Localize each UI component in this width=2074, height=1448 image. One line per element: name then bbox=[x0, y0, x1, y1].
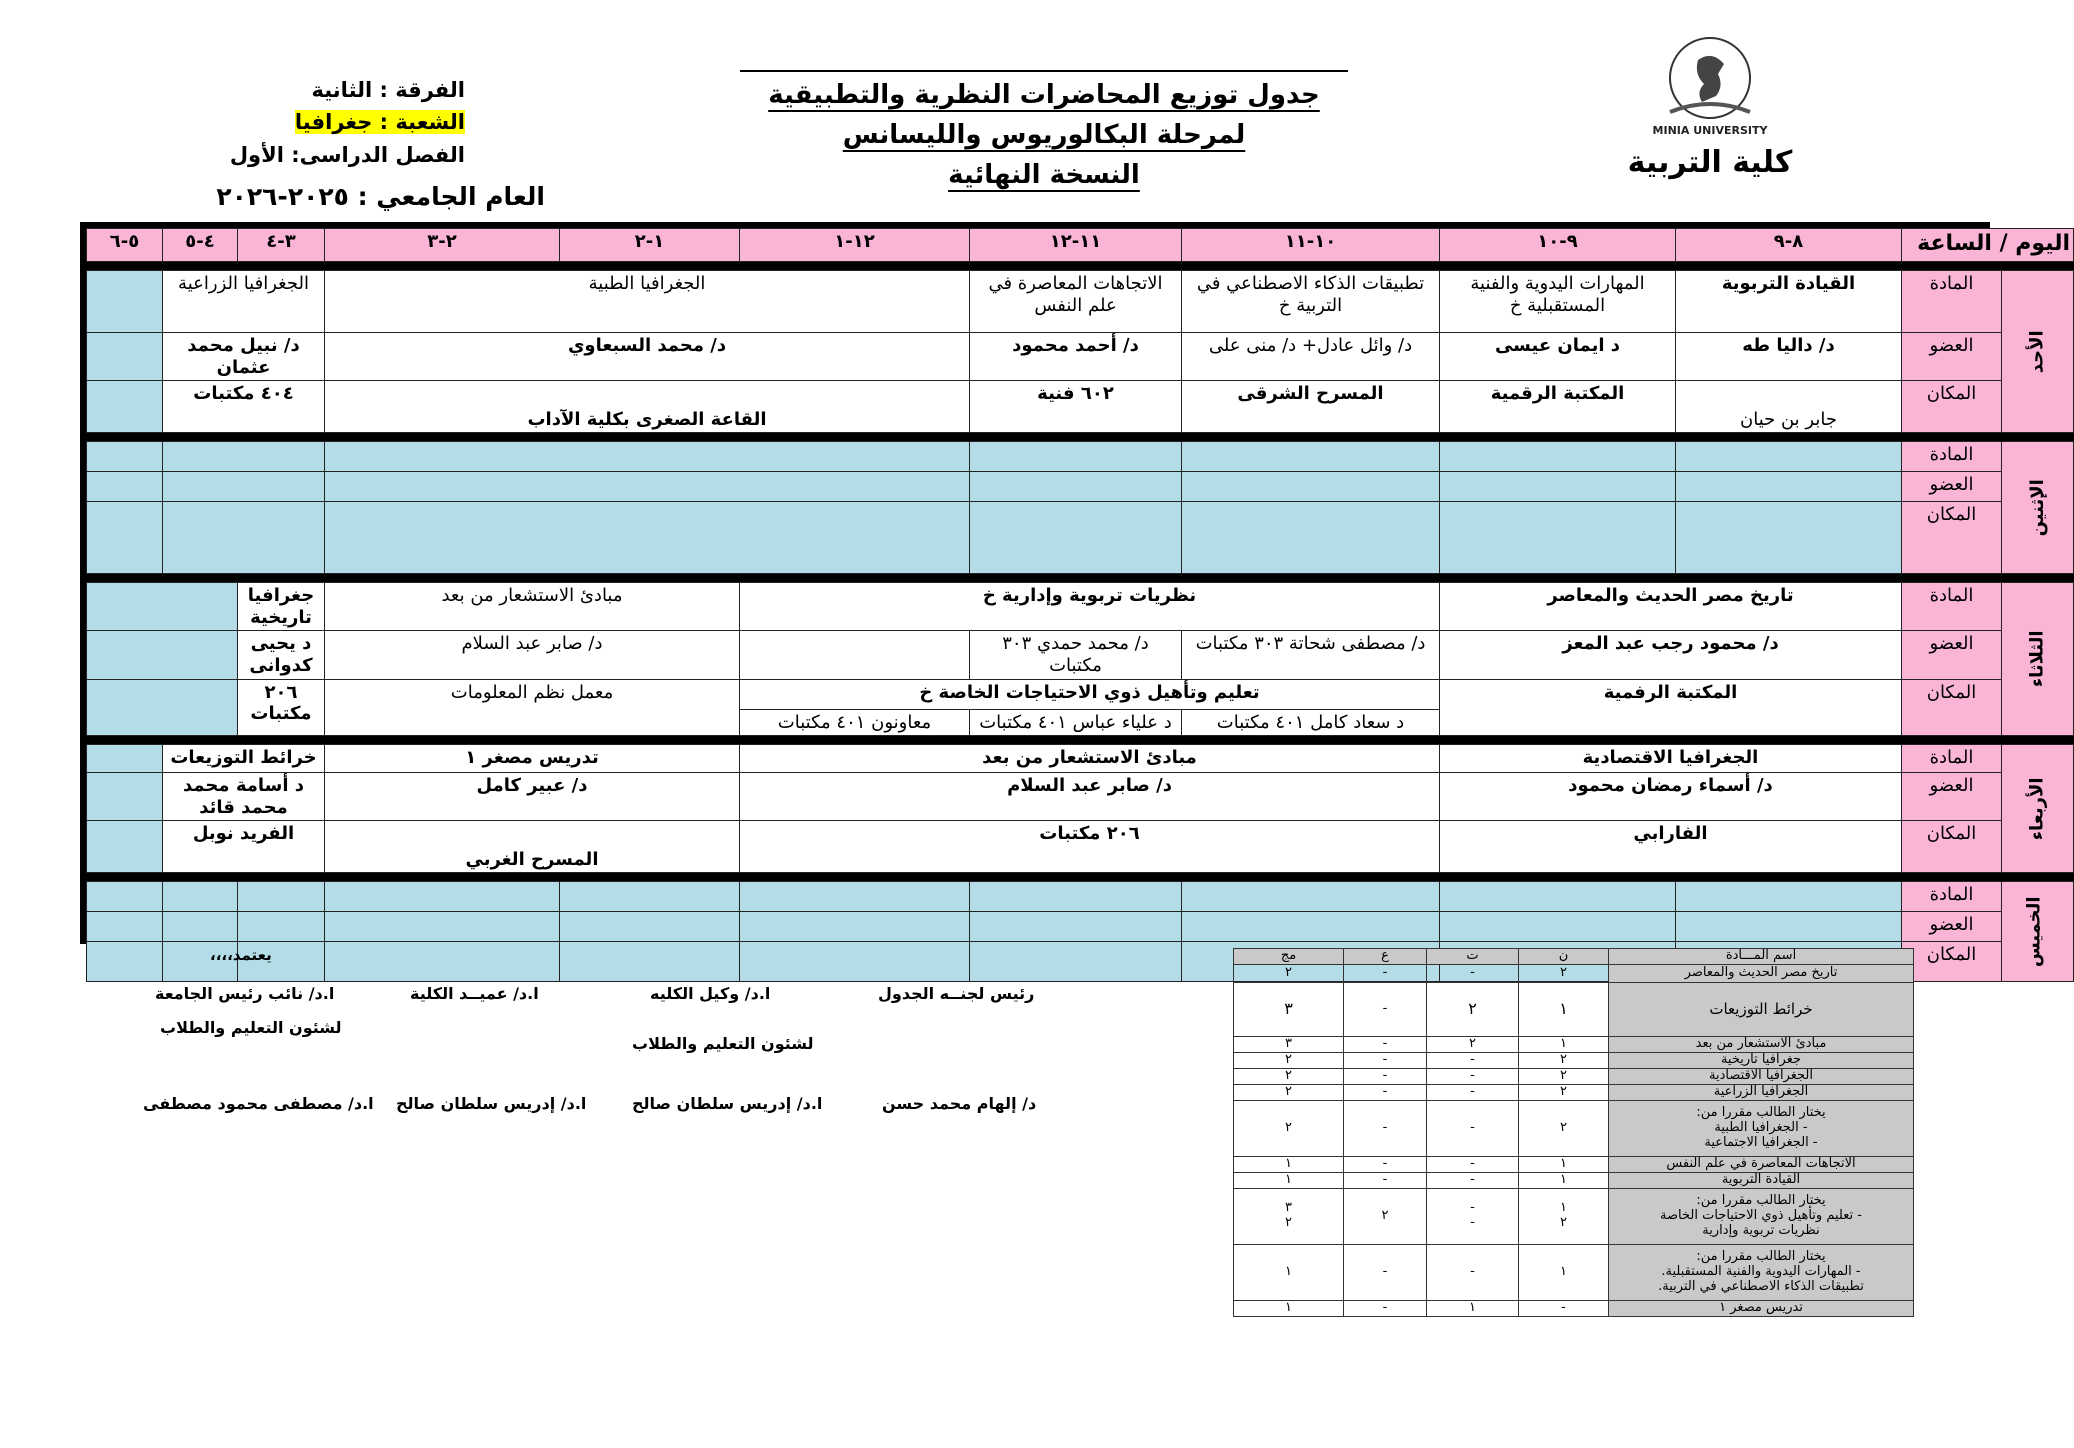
credit-header-row bbox=[1234, 949, 1914, 965]
empty-slot bbox=[87, 631, 238, 679]
cell-member: د/ عبير كامل bbox=[325, 773, 740, 821]
course-line: - المهارات اليدوية والفنية المستقبلية. bbox=[1661, 1263, 1861, 1279]
day-thursday: الخميس bbox=[2002, 882, 2074, 982]
empty-slot bbox=[1182, 472, 1440, 502]
credit-row bbox=[1234, 1172, 1914, 1188]
slot-5-6: ٥-٦ bbox=[87, 229, 163, 262]
credit-value: - bbox=[1519, 1300, 1609, 1316]
row-label-place: المكان bbox=[1902, 942, 2002, 982]
corner-label: اليوم / الساعة bbox=[1902, 229, 2074, 262]
credit-row bbox=[1234, 1300, 1914, 1316]
cell-place: المكتبة الرقمية bbox=[1440, 381, 1676, 433]
slot-3-4: ٣-٤ bbox=[238, 229, 325, 262]
slot-9-10: ٩-١٠ bbox=[1440, 229, 1676, 262]
cell-subject: نظريات تربوية وإدارية خ bbox=[740, 583, 1440, 631]
academic-year: العام الجامعي : ٢٠٢٥-٢٠٢٦ bbox=[216, 182, 545, 211]
slot-2-3: ٢-٣ bbox=[325, 229, 560, 262]
credit-value: ٢ bbox=[1519, 1052, 1609, 1068]
sig-title-dean: ا.د/ عميــد الكلية bbox=[410, 984, 539, 1003]
credit-value: - bbox=[1427, 1052, 1519, 1068]
slot-12-1: ١٢-١ bbox=[740, 229, 970, 262]
course-name: تاريخ مصر الحديث والمعاصر bbox=[1609, 964, 1914, 982]
thursday-subject-row bbox=[87, 882, 2074, 912]
credit-value: - bbox=[1344, 1300, 1427, 1316]
empty-slot bbox=[325, 912, 560, 942]
credit-value: - bbox=[1427, 1172, 1519, 1188]
time-header-row bbox=[87, 229, 2074, 262]
credit-value: ٣ ٢ bbox=[1234, 1188, 1344, 1244]
title-line-2: لمرحلة البكالوريوس والليسانس bbox=[842, 120, 1246, 150]
cell-member: د/ أحمد محمود bbox=[970, 333, 1182, 381]
row-label-subject: المادة bbox=[1902, 442, 2002, 472]
cell-subject: خرائط التوزيعات bbox=[163, 745, 325, 773]
tuesday-place-row bbox=[87, 679, 2074, 709]
credit-value: ٢ bbox=[1234, 1068, 1344, 1084]
row-label-subject: المادة bbox=[1902, 745, 2002, 773]
cell-member: د/ مصطفى شحاتة ٣٠٣ مكتبات bbox=[1182, 631, 1440, 679]
cell-member: د يحيى كدوانى bbox=[238, 631, 325, 679]
cell-place: المسرح الشرقى bbox=[1182, 381, 1440, 433]
course-line: - تعليم وتأهيل ذوي الاحتياجات الخاصة bbox=[1660, 1207, 1862, 1223]
row-label-place: المكان bbox=[1902, 502, 2002, 574]
sig-name-vice-dean: ا.د/ إدريس سلطان صالح bbox=[632, 1094, 823, 1113]
semester: الفصل الدراسى: الأول bbox=[229, 143, 465, 167]
empty-slot bbox=[325, 882, 560, 912]
empty-slot bbox=[970, 502, 1182, 574]
credit-value: - bbox=[1344, 964, 1427, 982]
slot-10-11: ١٠-١١ bbox=[1182, 229, 1440, 262]
credit-value: ٢ bbox=[1519, 1084, 1609, 1100]
credit-value: ١ bbox=[1234, 1172, 1344, 1188]
empty-slot bbox=[163, 912, 238, 942]
empty-slot bbox=[87, 679, 238, 736]
slot-8-9: ٨-٩ bbox=[1676, 229, 1902, 262]
cell-subject: جغرافيا تاريخية bbox=[238, 583, 325, 631]
faculty-name: كلية التربية bbox=[1627, 145, 1793, 180]
empty-slot bbox=[560, 882, 740, 912]
credit-row bbox=[1234, 982, 1914, 1036]
credit-row bbox=[1234, 964, 1914, 982]
cell-subject: مبادئ الاستشعار من بعد bbox=[325, 583, 740, 631]
day-monday: الإثنين bbox=[2002, 442, 2074, 574]
cell-member: د/ وائل عادل+ د/ منى على bbox=[1182, 333, 1440, 381]
empty-slot bbox=[1676, 442, 1902, 472]
credit-value: - bbox=[1427, 1244, 1519, 1300]
sig-title-committee: رئيس لجنــه الجدول bbox=[878, 984, 1035, 1003]
cell-member: د/ أسماء رمضان محمود bbox=[1440, 773, 1902, 821]
empty-slot bbox=[1182, 912, 1440, 942]
row-label-subject: المادة bbox=[1902, 882, 2002, 912]
day-wednesday: الأربعاء bbox=[2002, 745, 2074, 873]
empty-slot bbox=[1440, 912, 1676, 942]
university-logo bbox=[1640, 30, 1780, 150]
empty-slot bbox=[325, 442, 970, 472]
credit-value: ١ bbox=[1519, 1156, 1609, 1172]
svg-text:MINIA UNIVERSITY: MINIA UNIVERSITY bbox=[1652, 124, 1768, 137]
credit-value: ١ ٢ bbox=[1519, 1188, 1609, 1244]
credit-value: ١ bbox=[1519, 1036, 1609, 1052]
credit-value: - bbox=[1344, 1036, 1427, 1052]
cell-place: معمل نظم المعلومات bbox=[325, 679, 740, 736]
sig-title-vice-dean: ا.د/ وكيل الكليه bbox=[650, 984, 771, 1003]
thursday-member-row bbox=[87, 912, 2074, 942]
course-name: خرائط التوزيعات bbox=[1609, 982, 1914, 1036]
course-name bbox=[1609, 1188, 1914, 1244]
row-label-member: العضو bbox=[1902, 333, 2002, 381]
course-name: الجغرافيا الزراعية bbox=[1609, 1084, 1914, 1100]
empty-slot bbox=[238, 912, 325, 942]
cell-place: الفارابي bbox=[1440, 821, 1902, 873]
cell-member: د/ صابر عبد السلام bbox=[325, 631, 740, 679]
day-tuesday: الثلاثاء bbox=[2002, 583, 2074, 736]
credit-value: ١ bbox=[1519, 982, 1609, 1036]
credit-value: - bbox=[1427, 1068, 1519, 1084]
credit-value: ٢ bbox=[1519, 1068, 1609, 1084]
empty-slot bbox=[970, 472, 1182, 502]
cell-place: المكتبة الرفمية bbox=[1440, 679, 1902, 736]
header-theory: ن bbox=[1519, 949, 1609, 965]
cell-place: ٢٠٦ مكتبات bbox=[740, 821, 1440, 873]
empty-slot bbox=[87, 912, 163, 942]
empty-slot bbox=[325, 502, 970, 574]
sig-name-vice-president: ا.د/ مصطفى محمود مصطفى bbox=[143, 1094, 374, 1113]
schedule-table bbox=[86, 228, 2074, 982]
wednesday-subject-row bbox=[87, 745, 2074, 773]
day-sunday: الأحد bbox=[2002, 271, 2074, 433]
empty-slot bbox=[1182, 442, 1440, 472]
cell-group: د علياء عباس ٤٠١ مكتبات bbox=[970, 709, 1182, 736]
empty-slot bbox=[163, 882, 238, 912]
credit-value: - - bbox=[1427, 1188, 1519, 1244]
credit-row bbox=[1234, 1100, 1914, 1156]
cell-member: د/ محمد السبعاوي bbox=[325, 333, 970, 381]
header-course: اسم المـــادة bbox=[1609, 949, 1914, 965]
credit-value: - bbox=[1344, 1068, 1427, 1084]
tuesday-subject-row bbox=[87, 583, 2074, 631]
year-level: الفرقة : الثانية bbox=[311, 78, 465, 102]
cell-group: معاونون ٤٠١ مكتبات bbox=[740, 709, 970, 736]
cell-subject: تدريس مصغر ١ bbox=[325, 745, 740, 773]
credit-value: - bbox=[1344, 1172, 1427, 1188]
row-label-subject: المادة bbox=[1902, 271, 2002, 333]
empty-slot bbox=[1676, 912, 1902, 942]
empty-cell bbox=[740, 631, 970, 679]
empty-slot bbox=[87, 472, 163, 502]
credit-value: ٢ bbox=[1234, 1100, 1344, 1156]
credit-row bbox=[1234, 1156, 1914, 1172]
cell-subject: القيادة التربوية bbox=[1676, 271, 1902, 333]
cell-member: د/ محمود رجب عبد المعز bbox=[1440, 631, 1902, 679]
credit-value: - bbox=[1427, 964, 1519, 982]
cell-member: د/ داليا طه bbox=[1676, 333, 1902, 381]
cell-subject: مبادئ الاستشعار من بعد bbox=[740, 745, 1440, 773]
cell-place: ٢٠٦ مكتبات bbox=[238, 679, 325, 736]
row-label-member: العضو bbox=[1902, 773, 2002, 821]
top-divider bbox=[740, 70, 1348, 72]
cell-member: د أسامة محمد محمد قائد bbox=[163, 773, 325, 821]
credit-value: ٢ bbox=[1427, 982, 1519, 1036]
credit-row bbox=[1234, 1052, 1914, 1068]
slot-4-5: ٤-٥ bbox=[163, 229, 238, 262]
empty-slot bbox=[325, 942, 560, 982]
sunday-place-row bbox=[87, 381, 2074, 433]
cell-subject: الجغرافيا الزراعية bbox=[163, 271, 325, 333]
approval-label: يعتمد،،،، bbox=[210, 946, 272, 964]
cell-place: القاعة الصغرى بكلية الآداب bbox=[325, 381, 970, 433]
cell-place: تعليم وتأهيل ذوي الاحتياجات الخاصة خ bbox=[740, 679, 1440, 709]
empty-slot bbox=[238, 882, 325, 912]
empty-slot bbox=[1440, 472, 1676, 502]
monday-subject-row bbox=[87, 442, 2074, 472]
empty-slot bbox=[87, 882, 163, 912]
credit-value: - bbox=[1344, 1100, 1427, 1156]
wednesday-member-row bbox=[87, 773, 2074, 821]
empty-slot bbox=[970, 912, 1182, 942]
sig-subtitle-vice-dean: لشئون التعليم والطلاب bbox=[632, 1034, 814, 1053]
empty-slot bbox=[163, 502, 325, 574]
course-name bbox=[1609, 1244, 1914, 1300]
cell-subject: الجغرافيا الطبية bbox=[325, 271, 970, 333]
empty-slot bbox=[325, 472, 970, 502]
monday-member-row bbox=[87, 472, 2074, 502]
header-total: مج bbox=[1234, 949, 1344, 965]
cell-subject: الجغرافيا الاقتصادية bbox=[1440, 745, 1902, 773]
cell-place: جابر بن حيان bbox=[1676, 381, 1902, 433]
credit-value: - bbox=[1427, 1100, 1519, 1156]
credit-value: ٢ bbox=[1234, 1052, 1344, 1068]
credit-value: - bbox=[1344, 1052, 1427, 1068]
empty-slot bbox=[87, 381, 163, 433]
nefertiti-emblem-icon bbox=[1640, 30, 1780, 150]
empty-slot bbox=[87, 942, 163, 982]
credit-row bbox=[1234, 1188, 1914, 1244]
course-name: تدريس مصغر ١ bbox=[1609, 1300, 1914, 1316]
credit-value: ٢ bbox=[1519, 964, 1609, 982]
slot-11-12: ١١-١٢ bbox=[970, 229, 1182, 262]
credit-value: - bbox=[1344, 1244, 1427, 1300]
credit-value: ١ bbox=[1519, 1172, 1609, 1188]
cell-subject: الاتجاهات المعاصرة في علم النفس bbox=[970, 271, 1182, 333]
header-practical: ت bbox=[1427, 949, 1519, 965]
credit-value: - bbox=[1427, 1156, 1519, 1172]
sig-name-committee: د/ إلهام محمد حسن bbox=[882, 1094, 1037, 1113]
credit-row bbox=[1234, 1244, 1914, 1300]
title-line-1: جدول توزيع المحاضرات النظرية والتطبيقية bbox=[768, 80, 1320, 110]
credit-value: - bbox=[1344, 1156, 1427, 1172]
course-name: مبادئ الاستشعار من بعد bbox=[1609, 1036, 1914, 1052]
course-name: جغرافيا تاريخية bbox=[1609, 1052, 1914, 1068]
row-label-place: المكان bbox=[1902, 821, 2002, 873]
empty-slot bbox=[87, 821, 163, 873]
credit-value: ٢ bbox=[1234, 1084, 1344, 1100]
credit-value: - bbox=[1344, 1084, 1427, 1100]
empty-slot bbox=[87, 333, 163, 381]
empty-slot bbox=[1440, 502, 1676, 574]
cell-place: المسرح الغربي bbox=[325, 821, 740, 873]
credit-value: ١ bbox=[1234, 1244, 1344, 1300]
row-label-place: المكان bbox=[1902, 381, 2002, 433]
cell-member: د ايمان عيسى bbox=[1440, 333, 1676, 381]
course-name bbox=[1609, 1100, 1914, 1156]
course-line: - الجغرافيا الاجتماعية bbox=[1704, 1134, 1818, 1150]
empty-slot bbox=[970, 942, 1182, 982]
row-label-member: العضو bbox=[1902, 912, 2002, 942]
credit-value: ٢ bbox=[1344, 1188, 1427, 1244]
monday-place-row bbox=[87, 502, 2074, 574]
wednesday-place-row bbox=[87, 821, 2074, 873]
empty-slot bbox=[1676, 472, 1902, 502]
sig-subtitle-vice-president: لشئون التعليم والطلاب bbox=[160, 1018, 342, 1037]
course-line: يختار الطالب مقررا من: bbox=[1696, 1104, 1826, 1120]
sig-name-dean: ا.د/ إدريس سلطان صالح bbox=[396, 1094, 587, 1113]
header-applied: ع bbox=[1344, 949, 1427, 965]
division: الشعبة : جغرافيا bbox=[294, 110, 465, 134]
empty-slot bbox=[87, 271, 163, 333]
credit-row bbox=[1234, 1068, 1914, 1084]
credit-value: ١ bbox=[1519, 1244, 1609, 1300]
cell-place: الفريد نوبل bbox=[163, 821, 325, 873]
cell-place: ٤٠٤ مكتبات bbox=[163, 381, 325, 433]
course-line: تطبيقات الذكاء الاصطناعي في التربية. bbox=[1658, 1278, 1864, 1294]
course-name: الجغرافيا الاقتصادية bbox=[1609, 1068, 1914, 1084]
empty-slot bbox=[970, 882, 1182, 912]
credit-hours-table bbox=[1233, 948, 1914, 1317]
sig-title-vice-president: ا.د/ نائب رئيس الجامعة bbox=[155, 984, 335, 1003]
empty-slot bbox=[740, 912, 970, 942]
empty-slot bbox=[1182, 882, 1440, 912]
empty-slot bbox=[87, 583, 238, 631]
cell-subject: المهارات اليدوية والفنية المستقبلية خ bbox=[1440, 271, 1676, 333]
credit-value: - bbox=[1344, 982, 1427, 1036]
row-label-subject: المادة bbox=[1902, 583, 2002, 631]
title-line-3: النسخة النهائية bbox=[948, 160, 1140, 190]
empty-slot bbox=[740, 942, 970, 982]
row-label-member: العضو bbox=[1902, 472, 2002, 502]
cell-member: د/ محمد حمدي ٣٠٣ مكتبات bbox=[970, 631, 1182, 679]
slot-1-2: ١-٢ bbox=[560, 229, 740, 262]
cell-member: د/ صابر عبد السلام bbox=[740, 773, 1440, 821]
tuesday-member-row bbox=[87, 631, 2074, 679]
course-name: الاتجاهات المعاصرة في علم النفس bbox=[1609, 1156, 1914, 1172]
course-line: يختار الطالب مقررا من: bbox=[1696, 1248, 1826, 1264]
credit-value: ٢ bbox=[1427, 1036, 1519, 1052]
cell-member: د/ نبيل محمد عثمان bbox=[163, 333, 325, 381]
empty-slot bbox=[1182, 502, 1440, 574]
credit-value: ٢ bbox=[1234, 964, 1344, 982]
empty-slot bbox=[970, 442, 1182, 472]
credit-value: ٣ bbox=[1234, 982, 1344, 1036]
credit-value: - bbox=[1427, 1084, 1519, 1100]
empty-slot bbox=[560, 912, 740, 942]
empty-slot bbox=[1440, 442, 1676, 472]
cell-subject: تاريخ مصر الحديث والمعاصر bbox=[1440, 583, 1902, 631]
empty-slot bbox=[163, 472, 325, 502]
empty-slot bbox=[87, 745, 163, 773]
empty-slot bbox=[87, 502, 163, 574]
cell-place: ٦٠٢ فنية bbox=[970, 381, 1182, 433]
credit-value: ١ bbox=[1234, 1300, 1344, 1316]
empty-slot bbox=[87, 773, 163, 821]
empty-slot bbox=[560, 942, 740, 982]
credit-value: ٣ bbox=[1234, 1036, 1344, 1052]
credit-value: ١ bbox=[1427, 1300, 1519, 1316]
sunday-member-row bbox=[87, 333, 2074, 381]
course-name: القيادة التربوية bbox=[1609, 1172, 1914, 1188]
credit-row bbox=[1234, 1036, 1914, 1052]
cell-group: د سعاد كامل ٤٠١ مكتبات bbox=[1182, 709, 1440, 736]
course-line: - الجغرافيا الطبية bbox=[1714, 1119, 1808, 1135]
empty-slot bbox=[163, 442, 325, 472]
row-label-member: العضو bbox=[1902, 631, 2002, 679]
credit-value: ٢ bbox=[1519, 1100, 1609, 1156]
empty-slot bbox=[740, 882, 970, 912]
course-line: نظريات تربوية وإدارية bbox=[1702, 1222, 1820, 1238]
empty-slot bbox=[1440, 882, 1676, 912]
cell-subject: تطبيقات الذكاء الاصطناعي في التربية خ bbox=[1182, 271, 1440, 333]
credit-row bbox=[1234, 1084, 1914, 1100]
sunday-subject-row bbox=[87, 271, 2074, 333]
credit-value: ١ bbox=[1234, 1156, 1344, 1172]
empty-slot bbox=[1676, 502, 1902, 574]
empty-slot bbox=[87, 442, 163, 472]
empty-slot bbox=[1676, 882, 1902, 912]
course-line: يختار الطالب مقررا من: bbox=[1696, 1192, 1826, 1208]
row-label-place: المكان bbox=[1902, 679, 2002, 736]
